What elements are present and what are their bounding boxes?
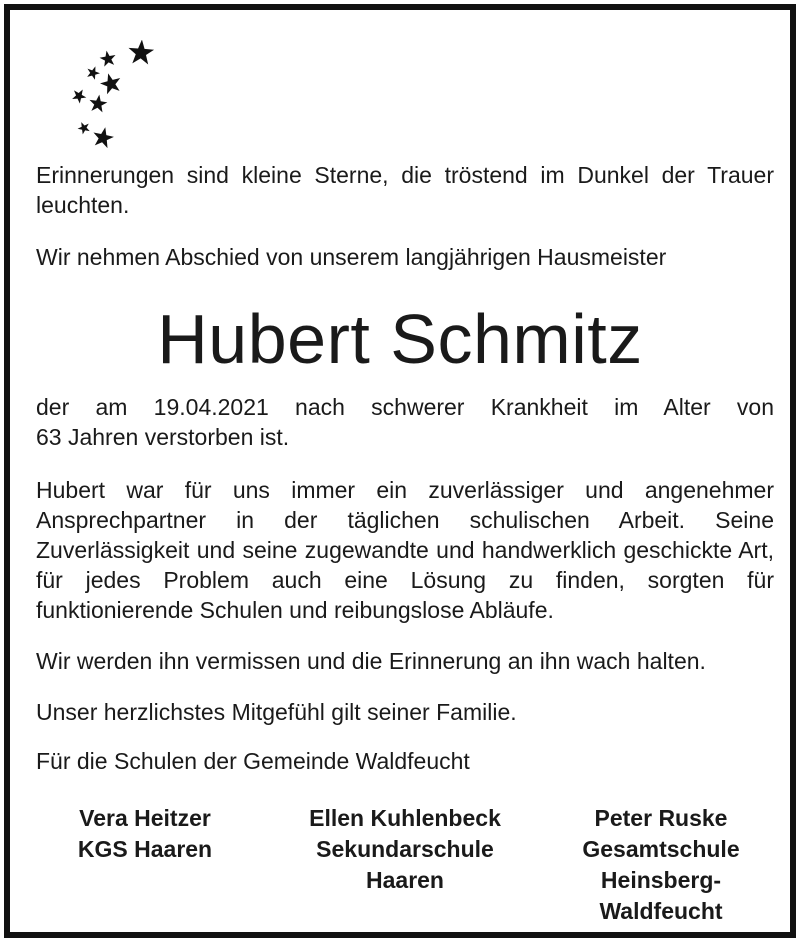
death-notice-line2: 63 Jahren verstorben ist. xyxy=(36,424,290,450)
signatory-school: Heinsberg- xyxy=(600,867,722,893)
signatory-school: Haaren xyxy=(366,867,444,893)
stars-icon xyxy=(68,40,168,155)
remembrance-text: Wir werden ihn vermissen und die Erinnerung an ihn wach halten. xyxy=(36,648,706,674)
signoff-text: Für die Schulen der Gemeinde Waldfeucht xyxy=(36,748,470,774)
quote-text: Erinnerungen sind kleine Sterne, die tröstend im Dunkel der Trauer leuchten. xyxy=(36,162,774,218)
signatory-3 xyxy=(546,803,776,927)
sympathy-text: Unser herzlichstes Mitgefühl gilt seiner Familie. xyxy=(36,699,517,725)
signatory-school: Sekundarschule xyxy=(316,836,494,862)
obituary-frame xyxy=(4,4,796,938)
signatory-school: Gesamtschule xyxy=(582,836,740,862)
deceased-name: Hubert Schmitz xyxy=(157,300,643,378)
signatory-1 xyxy=(30,803,260,865)
signatory-name: Vera Heitzer xyxy=(79,805,211,831)
signatory-2 xyxy=(290,803,520,896)
signatory-school: Waldfeucht xyxy=(599,898,723,924)
signatory-name: Ellen Kuhlenbeck xyxy=(309,805,501,831)
signatory-name: Peter Ruske xyxy=(594,805,728,831)
intro-text: Wir nehmen Abschied von unserem langjährigen Hausmeister xyxy=(36,244,667,270)
death-notice-line1: der am 19.04.2021 nach schwerer Krankheit im Alter von xyxy=(36,394,774,420)
signatory-school: KGS Haaren xyxy=(77,836,213,862)
tribute-paragraph: Hubert war für uns immer ein zuverlässiger und angenehmer Ansprechpartner in der täglichen schulischen Arbeit. Seine Zuverlässigkeit und seine zugewandte und handwerklich geschickte Art, für jedes Problem auch eine Lösung zu finden, sorgten für funktionierende Schulen und reibungslose Abläufe. xyxy=(36,477,774,623)
